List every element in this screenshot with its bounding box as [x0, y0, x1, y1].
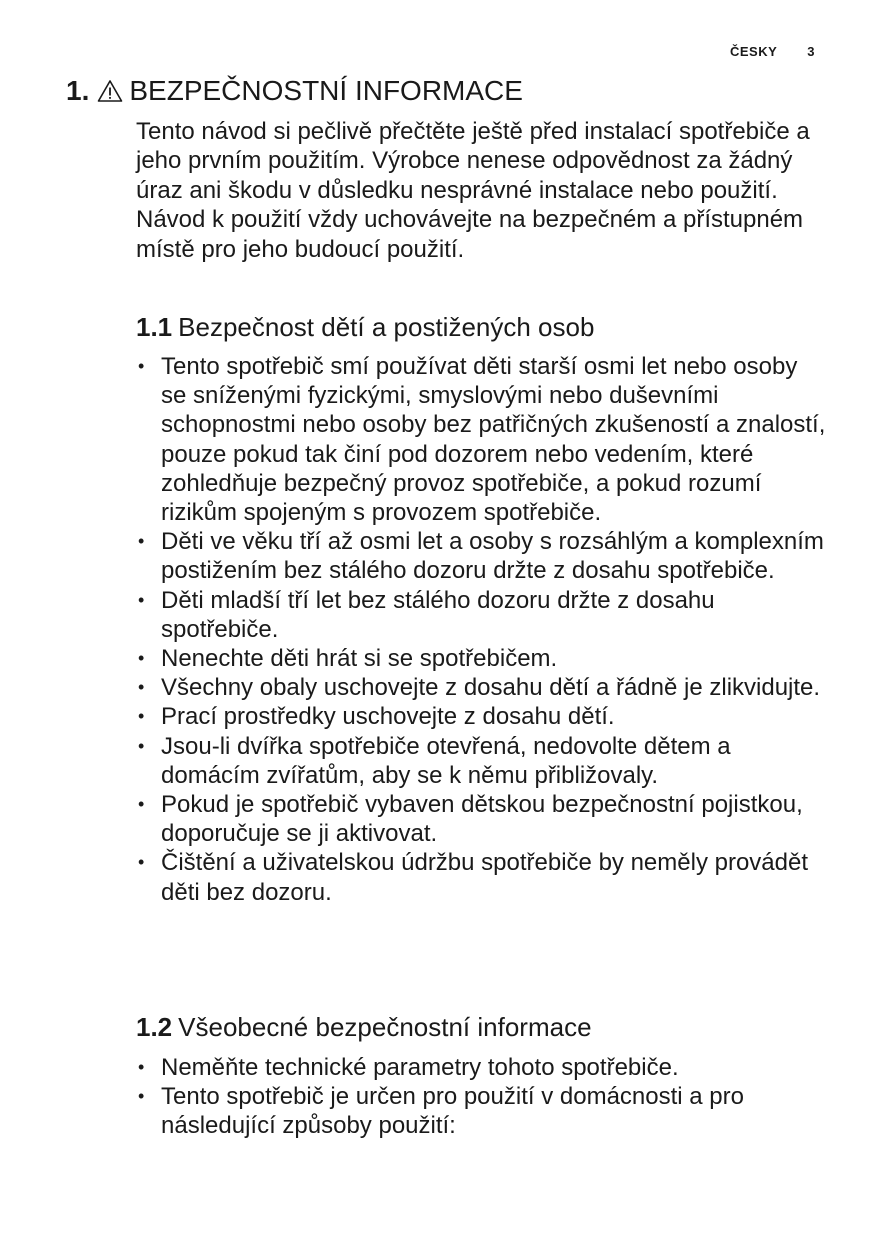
list-item: • Neměňte technické parametry tohoto spotřebiče.: [138, 1054, 679, 1081]
bullet-icon: •: [138, 589, 145, 610]
section-1-2-title: Všeobecné bezpečnostní informace: [178, 1012, 592, 1042]
section-1-2-number: 1.2: [136, 1012, 173, 1042]
section-1-1-title: Bezpečnost dětí a postižených osob: [178, 312, 595, 342]
list-item: • Tento spotřebič smí používat děti starší osmi let nebo osoby se sníženými fyzickými, smyslovými nebo duševními schopnostmi nebo osoby bez patřičných zkušeností a znalostí, pouze pokud tak činí pod dozorem nebo vedením, které zohledňuje bezpečný provoz spotřebiče, a pokud rozumí rizikům spojeným s provozem spotřebiče.: [138, 353, 826, 527]
bullet-icon: •: [138, 648, 145, 669]
list-item: • Čištění a uživatelskou údržbu spotřebiče by neměly provádět děti bez dozoru.: [138, 849, 809, 906]
section-1-2-heading: [136, 1011, 592, 1043]
section-1-1-number: 1.1: [136, 312, 173, 342]
language-label: ČESKY: [729, 44, 778, 59]
list-item: • Tento spotřebič je určen pro použití v domácnosti a pro následující způsoby použití:: [138, 1083, 744, 1140]
section-1-number: 1.: [66, 75, 90, 106]
list-item: • Nenechte děti hrát si se spotřebičem.: [138, 645, 558, 673]
warning-icon: [97, 79, 123, 103]
list-item: • Jsou-li dvířka spotřebiče otevřená, nedovolte dětem a domácím zvířatům, aby se k němu přibližovaly.: [138, 732, 731, 789]
section-1-1-heading: [136, 311, 594, 343]
intro-paragraph: Tento návod si pečlivě přečtěte ještě před instalací spotřebiče a jeho prvním použitím. Výrobce nenese odpovědnost za žádný úraz ani škodu v důsledku nesprávné instalace nebo použití. Návod k použití vždy uchovávejte na bezpečném a přístupném místě pro jeho budoucí použití.: [136, 118, 810, 263]
list-item: • Děti mladší tří let bez stálého dozoru držte z dosahu spotřebiče.: [138, 586, 715, 643]
page-number: 3: [807, 44, 815, 59]
bullet-icon: •: [138, 794, 145, 815]
list-item: • Pokud je spotřebič vybaven dětskou bezpečnostní pojistkou, doporučuje se ji aktivovat.: [138, 791, 803, 848]
page-header: [730, 44, 815, 59]
child-safety-list: [136, 352, 826, 907]
list-item: • Všechny obaly uschovejte z dosahu dětí a řádně je zlikvidujte.: [138, 674, 821, 702]
bullet-icon: •: [138, 735, 145, 756]
bullet-icon: •: [138, 356, 145, 376]
bullet-icon: •: [138, 1057, 145, 1077]
list-item: • Děti ve věku tří až osmi let a osoby s rozsáhlým a komplexním postižením bez stálého dozoru držte z dosahu spotřebiče.: [138, 528, 824, 585]
bullet-icon: •: [138, 531, 145, 552]
bullet-icon: •: [138, 1086, 145, 1107]
general-safety-list: [136, 1053, 826, 1141]
bullet-icon: •: [138, 852, 145, 873]
section-1-heading: [66, 74, 523, 108]
section-1-title: BEZPEČNOSTNÍ INFORMACE: [129, 75, 523, 106]
bullet-icon: •: [138, 706, 145, 727]
bullet-icon: •: [138, 677, 145, 698]
list-item: • Prací prostředky uschovejte z dosahu dětí.: [138, 703, 615, 731]
